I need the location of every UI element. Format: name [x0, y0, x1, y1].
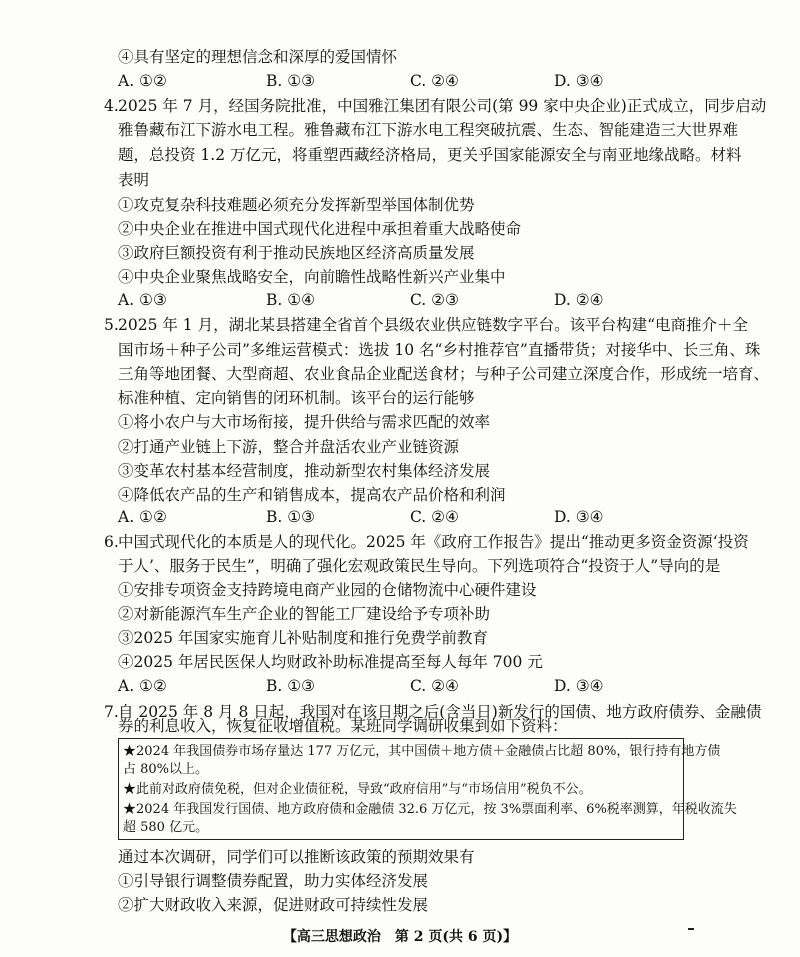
- page-footer: 【高三思想政治 第 2 页(共 6 页)】: [282, 929, 518, 945]
- q6-option-c: C. ②④: [410, 677, 459, 695]
- q4-option-d: D. ②④: [554, 291, 604, 309]
- q4-statement: ①攻克复杂科技难题必须充分发挥新型举国体制优势: [118, 196, 475, 214]
- q7-number: 7.: [104, 703, 119, 721]
- q7-material-box: [118, 738, 737, 840]
- q5-number: 5.: [104, 316, 119, 334]
- q6-options: [118, 677, 618, 697]
- q5-option-d: D. ③④: [554, 508, 604, 526]
- q6-stem-line: 中国式现代化的本质是人的现代化。2025 年《政府工作报告》提出“推动更多资金资源‘投资: [118, 533, 749, 551]
- q6-option-d: D. ③④: [554, 677, 604, 695]
- q4-option-a: A. ①③: [118, 291, 167, 309]
- q7-statement: ②扩大财政收入来源，促进财政可持续性发展: [118, 896, 429, 914]
- q6-statement: ④2025 年居民医保人均财政补助标准提高至每人每年 700 元: [118, 653, 543, 671]
- q3-option-b: B. ①③: [266, 72, 316, 90]
- q5-stem-line: 2025 年 1 月，湖北某县搭建全省首个县级农业供应链数字平台。该平台构建“电商推介＋全: [118, 316, 749, 334]
- q4-statement: ②中央企业在推进中国式现代化进程中承担着重大战略使命: [118, 220, 522, 238]
- q5-statement: ④降低农产品的生产和销售成本，提高农产品价格和利润: [118, 486, 506, 504]
- q4-stem-line: 表明: [118, 171, 150, 189]
- box-line: 超 580 亿元。: [123, 820, 209, 835]
- box-line: 占 80%以上。: [123, 762, 209, 777]
- q5-stem-line: 标准种植、定向销售的闭环机制。该平台的运行能够: [118, 389, 475, 407]
- corner-mark: [688, 928, 694, 930]
- q4-option-b: B. ①④: [266, 291, 316, 309]
- q4-options: [118, 291, 618, 311]
- q3-option-d: D. ③④: [554, 72, 604, 90]
- q6-statement: ③2025 年国家实施育儿补贴制度和推行免费学前教育: [118, 629, 488, 647]
- q6-statement: ①安排专项资金支持跨境电商产业园的仓储物流中心硬件建设: [118, 581, 537, 599]
- q4-statement: ③政府巨额投资有利于推动民族地区经济高质量发展: [118, 244, 475, 262]
- q7-statement: ①引导银行调整债券配置，助力实体经济发展: [118, 872, 429, 890]
- q3-option-a: A. ①②: [118, 72, 167, 90]
- q3-option-c: C. ②④: [410, 72, 459, 90]
- q4-option-c: C. ②③: [410, 291, 459, 309]
- q4-statement: ④中央企业聚焦战略安全，向前瞻性战略性新兴产业集中: [118, 268, 506, 286]
- q5-statement: ①将小农户与大市场衔接，提升供给与需求匹配的效率: [118, 413, 491, 431]
- box-line: ★此前对政府债免税，但对企业债征税，导致“政府信用”与“市场信用”税负不公。: [123, 782, 592, 797]
- q5-statement: ②打通产业链上下游，整合并盘活农业产业链资源: [118, 438, 460, 456]
- q3-statement-4: ④具有坚定的理想信念和深厚的爱国情怀: [118, 48, 398, 66]
- q7-stem-line: 券的利息收入，恢复征收增值税。某班同学调研收集到如下资料：: [118, 717, 568, 735]
- q5-option-a: A. ①②: [118, 508, 167, 526]
- q7-stem-line: 自 2025 年 8 月 8 日起，我国对在该日期之后(含当日)新发行的国债、地方政府债券、金融债: [118, 703, 762, 721]
- q3-options: [118, 72, 618, 92]
- q5-option-b: B. ①③: [266, 508, 316, 526]
- q7-followup: 通过本次调研，同学们可以推断该政策的预期效果有: [118, 848, 475, 866]
- q4-stem-line: 雅鲁藏布江下游水电工程。雅鲁藏布江下游水电工程突破抗震、生态、智能建造三大世界难: [118, 121, 739, 139]
- q5-options: [118, 508, 618, 528]
- box-line: ★2024 年我国发行国债、地方政府债和金融债 32.6 万亿元，按 3%票面利率、6%税率测算，年税收流失: [123, 802, 737, 817]
- q4-number: 4.: [104, 97, 119, 115]
- box-line: ★2024 年我国债券市场存量达 177 万亿元，其中国债＋地方债＋金融债占比超 80%，银行持有地方债: [123, 744, 721, 759]
- q6-option-b: B. ①③: [266, 677, 316, 695]
- q4-stem-line: 题，总投资 1.2 万亿元，将重塑西藏经济格局，更关乎国家能源安全与南亚地缘战略。材料: [118, 146, 742, 164]
- q6-option-a: A. ①②: [118, 677, 167, 695]
- q6-stem-line: 于人’、服务于民生”，明确了强化宏观政策民生导向。下列选项符合“投资于人”导向的是: [118, 557, 721, 575]
- q4-stem-line: 2025 年 7 月，经国务院批准，中国雅江集团有限公司(第 99 家中央企业)正式成立，同步启动: [118, 97, 767, 115]
- q6-number: 6.: [104, 533, 119, 551]
- q6-statement: ②对新能源汽车生产企业的智能工厂建设给予专项补助: [118, 605, 491, 623]
- q5-stem-line: 三角等地团餐、大型商超、农业食品企业配送食材；与种子公司建立深度合作，形成统一培育、: [118, 365, 770, 383]
- q5-statement: ③变革农村基本经营制度，推动新型农村集体经济发展: [118, 462, 491, 480]
- q5-option-c: C. ②④: [410, 508, 459, 526]
- q5-stem-line: 国市场＋种子公司”多维运营模式：选拔 10 名“乡村推荐官”直播带货；对接华中、长三角、珠: [118, 341, 761, 359]
